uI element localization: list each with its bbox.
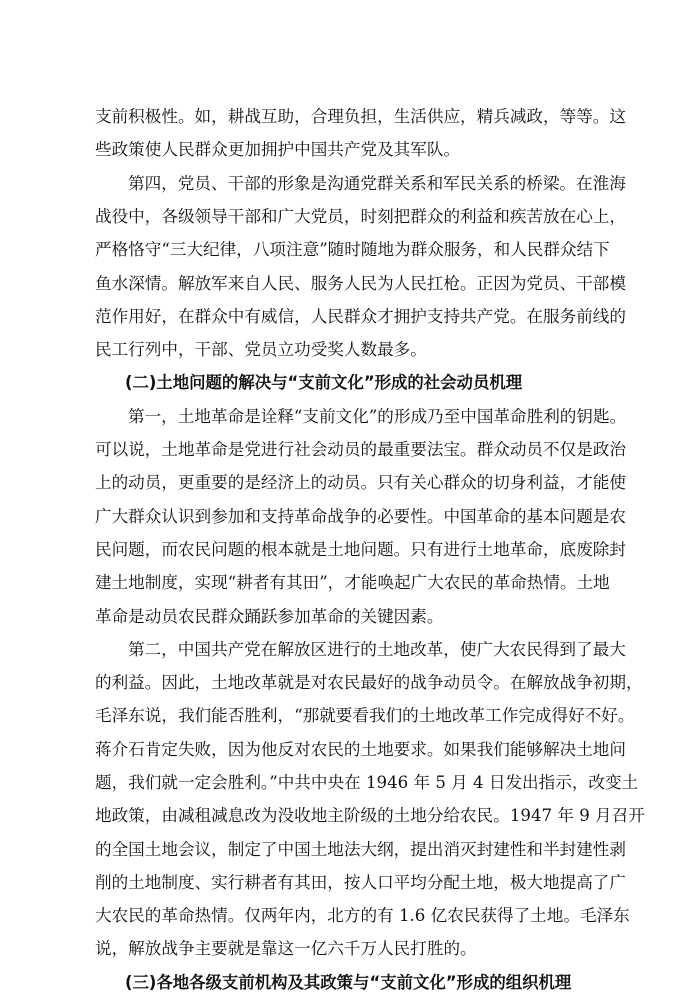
text-line: 革命是动员农民群众踊跃参加革命的关键因素。 (95, 607, 444, 626)
text-line: 严格恪守“三大纪律，八项注意”随时随地为群众服务，和人民群众结下 (95, 240, 610, 259)
text-line: 第二，中国共产党在解放区进行的土地改革，使广大农民得到了最大 (128, 640, 626, 659)
section-heading: (三)各地各级支前机构及其政策与“支前文化”形成的组织机理 (125, 973, 572, 992)
text-line: 广大群众认识到参加和支持革命战争的必要性。中国革命的基本问题是农 (95, 507, 626, 526)
text-line: 民问题，而农民问题的根本就是土地问题。只有进行土地革命，底废除封 (95, 540, 626, 559)
text-line: 说，解放战争主要就是靠这一亿六千万人民打胜的。 (95, 939, 477, 958)
text-line: 的利益。因此，土地改革就是对农民最好的战争动员令。在解放战争初期， (95, 673, 643, 692)
text-line: 毛泽东说，我们能否胜利，“那就要看我们的土地改革工作完成得好不好。 (95, 706, 635, 725)
text-line: 第四，党员、干部的形象是沟通党群关系和军民关系的桥梁。在淮海 (128, 174, 626, 193)
text-line: 范作用好，在群众中有威信，人民群众才拥护支持共产党。在服务前线的 (95, 307, 626, 326)
text-line: 可以说，土地革命是党进行社会动员的最重要法宝。群众动员不仅是政治 (95, 440, 626, 459)
text-line: 削的土地制度、实行耕者有其田，按人口平均分配土地，极大地提高了广 (95, 873, 626, 892)
text-line: 蒋介石肯定失败，因为他反对农民的土地要求。如果我们能够解决土地问 (95, 740, 626, 759)
section-heading: (二)土地问题的解决与“支前文化”形成的社会动员机理 (125, 373, 523, 392)
text-line: 些政策使人民群众更加拥护中国共产党及其军队。 (95, 140, 461, 159)
text-line: 支前积极性。如，耕战互助，合理负担，生活供应，精兵减政，等等。这 (95, 107, 626, 126)
text-line: 鱼水深情。解放军来自人民、服务人民为人民扛枪。正因为党员、干部模 (95, 274, 626, 293)
text-line: 大农民的革命热情。仅两年内，北方的有 1.6 亿农民获得了土地。毛泽东 (95, 906, 630, 925)
text-line: 战役中，各级领导干部和广大党员，时刻把群众的利益和疾苦放在心上， (95, 207, 626, 226)
text-line: 的全国土地会议，制定了中国土地法大纲，提出消灭封建性和半封建性剥 (95, 840, 626, 859)
text-line: 上的动员，更重要的是经济上的动员。只有关心群众的切身利益，才能使 (95, 473, 626, 492)
text-line: 题，我们就一定会胜利。”中共中央在 1946 年 5 月 4 日发出指示，改变土 (95, 773, 639, 792)
text-line: 第一，土地革命是诠释“支前文化”的形成乃至中国革命胜利的钥匙。 (128, 407, 627, 426)
text-line: 地政策，由减租减息改为没收地主阶级的土地分给农民。1947 年 9 月召开 (95, 806, 645, 825)
text-line: 民工行列中，干部、党员立功受奖人数最多。 (95, 340, 427, 359)
text-line: 建土地制度，实现“耕者有其田”，才能唤起广大农民的革命热情。土地 (95, 573, 610, 592)
